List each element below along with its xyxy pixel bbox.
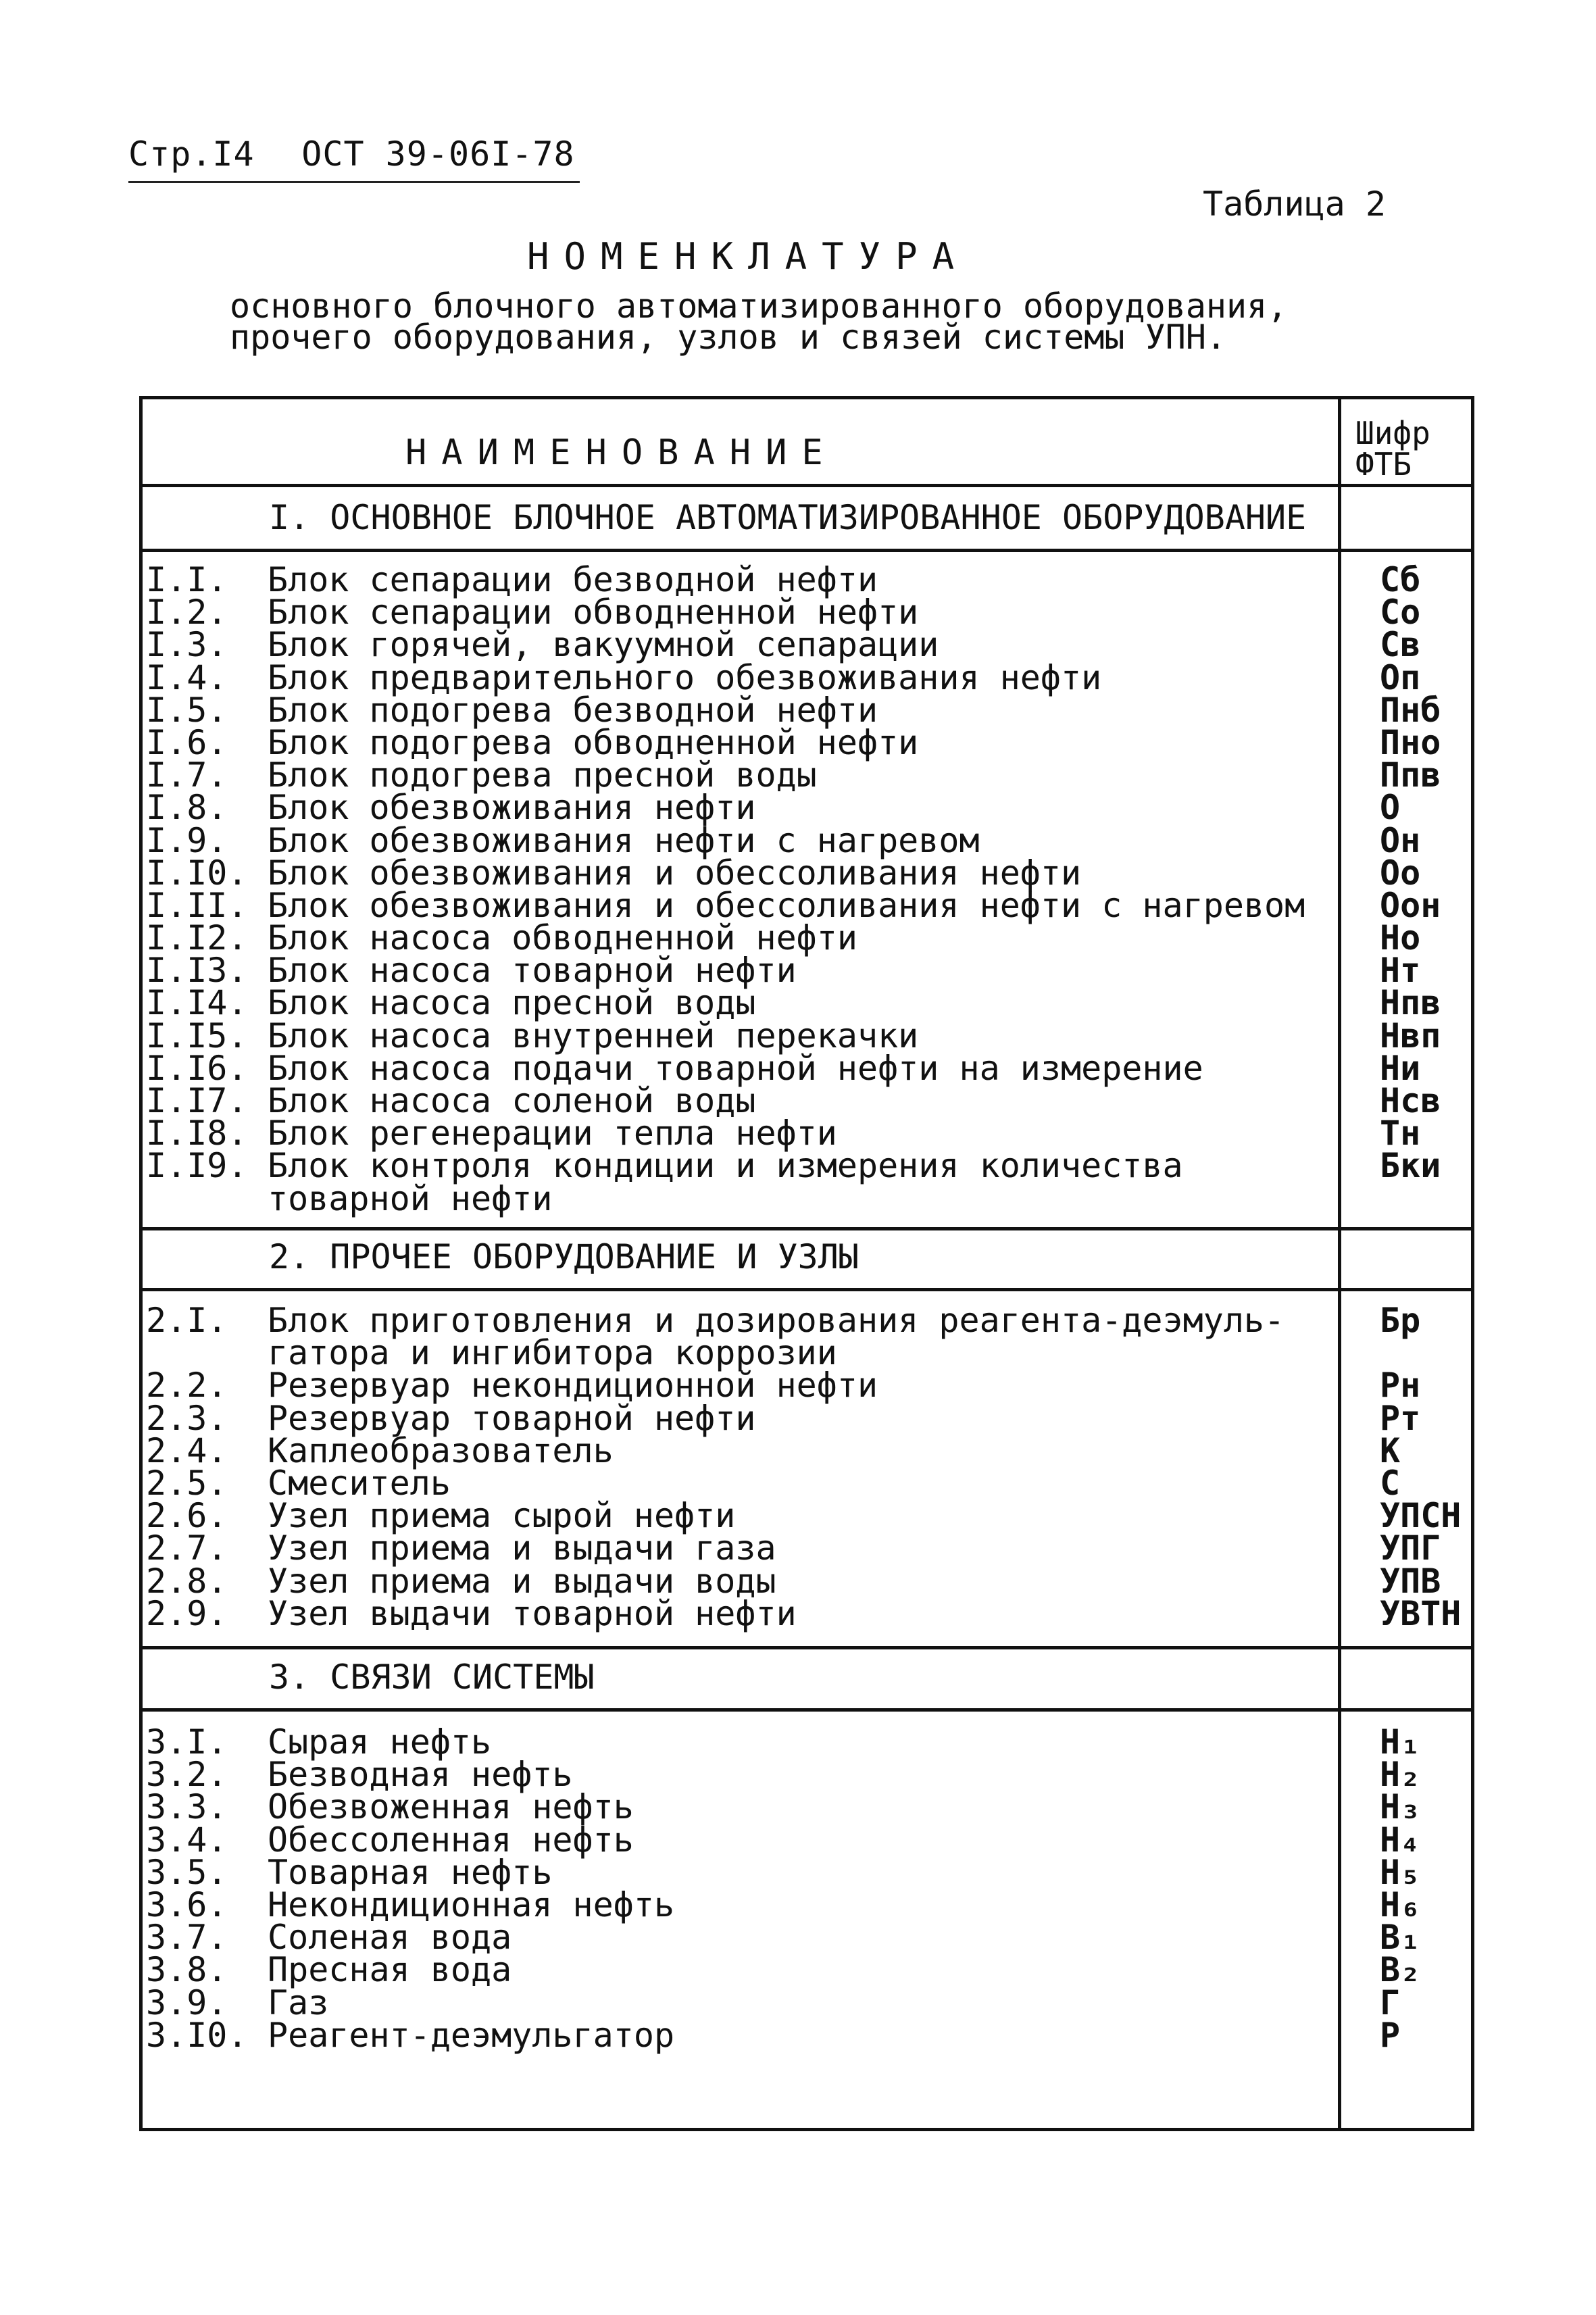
row-name: товарной нефти xyxy=(268,1178,553,1218)
row-number: 2.2. xyxy=(146,1366,228,1405)
table-row xyxy=(146,788,1477,828)
row-code: Он xyxy=(1380,820,1421,860)
row-number: I.I0. xyxy=(146,853,248,893)
row-code: Тн xyxy=(1380,1114,1421,1153)
row-name: Блок обезвоживания и обессоливания нефти xyxy=(268,853,1082,893)
row-number: I.6. xyxy=(146,722,228,762)
row-number: I.9. xyxy=(146,820,228,860)
column-header-cipher xyxy=(1355,415,1464,482)
row-name: Блок насоса пресной воды xyxy=(268,983,756,1023)
table-row xyxy=(146,1885,1477,1924)
row-number: I.I8. xyxy=(146,1114,248,1153)
row-code: К xyxy=(1380,1430,1401,1470)
section-title-2: 2. ПРОЧЕЕ ОБОРУДОВАНИЕ И УЗЛЫ xyxy=(269,1237,859,1276)
table-row xyxy=(146,2015,1477,2055)
table-row xyxy=(146,1593,1477,1633)
row-number: I.I7. xyxy=(146,1081,248,1120)
row-name: Блок насоса соленой воды xyxy=(268,1081,756,1120)
section-2-rows xyxy=(146,1301,1477,1633)
cipher-header-line2: ФТБ xyxy=(1355,446,1412,482)
row-number: I.2. xyxy=(146,593,228,632)
row-number: 2.5. xyxy=(146,1463,228,1503)
row-name: Смеситель xyxy=(268,1463,451,1503)
row-name: Узел приема и выдачи воды xyxy=(268,1561,776,1601)
row-number: I.I3. xyxy=(146,951,248,991)
row-name: Каплеобразователь xyxy=(268,1430,614,1470)
table-row xyxy=(146,1755,1477,1795)
row-number: I.I. xyxy=(146,560,228,599)
row-number: 2.9. xyxy=(146,1593,228,1633)
table-row xyxy=(146,1918,1477,1958)
row-code: Оп xyxy=(1380,657,1421,697)
table-row xyxy=(146,1081,1477,1120)
table-label: Таблица 2 xyxy=(1203,184,1386,224)
title-subtitle-line2: прочего оборудования, узлов и связей системы УПН. xyxy=(230,318,1227,357)
row-code: Бки xyxy=(1380,1146,1441,1186)
row-code: Нт xyxy=(1380,951,1421,991)
row-name: Блок горячей, вакуумной сепарации xyxy=(268,625,939,665)
row-number: 2.4. xyxy=(146,1430,228,1470)
standard-number: ОСТ 39-06I-78 xyxy=(301,134,575,174)
section2-title-divider xyxy=(139,1288,1474,1291)
table-row xyxy=(146,1561,1477,1601)
row-number: 3.6. xyxy=(146,1885,228,1924)
row-code: Сб xyxy=(1380,560,1421,599)
row-code: Н₄ xyxy=(1380,1820,1421,1860)
row-number: 3.I0. xyxy=(146,2015,248,2055)
row-number: 3.8. xyxy=(146,1950,228,1990)
row-code: Н₂ xyxy=(1380,1755,1421,1795)
row-code: Оон xyxy=(1380,885,1441,925)
row-name: Резервуар некондиционной нефти xyxy=(268,1366,878,1405)
row-code: УПСН xyxy=(1380,1496,1462,1536)
row-code: УВТН xyxy=(1380,1593,1462,1633)
row-name: Блок насоса обводненной нефти xyxy=(268,918,857,958)
row-name: Реагент-деэмульгатор xyxy=(268,2015,675,2055)
row-code: Нпв xyxy=(1380,983,1441,1023)
row-number: I.I9. xyxy=(146,1146,248,1186)
row-name: Газ xyxy=(268,1983,329,2022)
row-code: Пно xyxy=(1380,722,1441,762)
row-code: В₂ xyxy=(1380,1950,1421,1990)
row-number: I.I6. xyxy=(146,1048,248,1088)
row-code: УПГ xyxy=(1380,1528,1441,1568)
row-number: I.I4. xyxy=(146,983,248,1023)
header-underline xyxy=(128,181,580,183)
row-number: I.8. xyxy=(146,788,228,828)
row-name: Резервуар товарной нефти xyxy=(268,1398,756,1438)
row-name: Блок насоса внутренней перекачки xyxy=(268,1016,919,1055)
section3-title-divider xyxy=(139,1708,1474,1712)
table-row xyxy=(146,1528,1477,1568)
row-code: Н₃ xyxy=(1380,1787,1421,1827)
table-row xyxy=(146,1787,1477,1827)
cipher-header-line1: Шифр xyxy=(1355,415,1430,451)
row-number: 3.4. xyxy=(146,1820,228,1860)
table-row xyxy=(146,1333,1477,1373)
table-row xyxy=(146,853,1477,893)
row-code: Пнб xyxy=(1380,690,1441,730)
row-name: гатора и ингибитора коррозии xyxy=(268,1333,837,1373)
row-name: Блок подогрева безводной нефти xyxy=(268,690,878,730)
table-row xyxy=(146,625,1477,665)
row-code: Рн xyxy=(1380,1366,1421,1405)
section1-title-divider xyxy=(139,549,1474,552)
section-3-rows xyxy=(146,1722,1477,2055)
table-row xyxy=(146,1114,1477,1153)
table-row xyxy=(146,820,1477,860)
table-row xyxy=(146,983,1477,1023)
row-code: Бр xyxy=(1380,1301,1421,1340)
section-title-1: I. ОСНОВНОЕ БЛОЧНОЕ АВТОМАТИЗИРОВАННОЕ ОБОРУДОВАНИЕ xyxy=(269,498,1307,537)
row-code: Св xyxy=(1380,625,1421,665)
table-row xyxy=(146,951,1477,991)
row-code: Оо xyxy=(1380,853,1421,893)
row-number: 2.8. xyxy=(146,1561,228,1601)
row-number: I.5. xyxy=(146,690,228,730)
row-code: Рт xyxy=(1380,1398,1421,1438)
row-number: 3.I. xyxy=(146,1722,228,1762)
row-number: I.I2. xyxy=(146,918,248,958)
table-row xyxy=(146,1146,1477,1186)
table-row xyxy=(146,1820,1477,1860)
table-row xyxy=(146,1016,1477,1055)
row-name: Блок приготовления и дозирования реагента-деэмуль- xyxy=(268,1301,1285,1340)
table-row xyxy=(146,722,1477,762)
row-name: Обезвоженная нефть xyxy=(268,1787,634,1827)
table-row xyxy=(146,1852,1477,1892)
row-name: Узел приема и выдачи газа xyxy=(268,1528,776,1568)
row-number: 3.7. xyxy=(146,1918,228,1958)
row-number: 2.7. xyxy=(146,1528,228,1568)
column-header-name: НАИМЕНОВАНИЕ xyxy=(405,432,838,473)
row-code: Ни xyxy=(1380,1048,1421,1088)
row-code: Р xyxy=(1380,2015,1401,2055)
title-main: НОМЕНКЛАТУРА xyxy=(527,235,970,278)
row-name: Узел выдачи товарной нефти xyxy=(268,1593,797,1633)
table-row xyxy=(146,1983,1477,2022)
table-row xyxy=(146,657,1477,697)
section2-end-divider xyxy=(139,1646,1474,1649)
table-row xyxy=(146,1496,1477,1536)
row-code: Н₆ xyxy=(1380,1885,1421,1924)
header-row-divider xyxy=(139,484,1474,487)
table-row xyxy=(146,1722,1477,1762)
page-header xyxy=(128,134,580,174)
table-row xyxy=(146,690,1477,730)
row-number: 2.6. xyxy=(146,1496,228,1536)
row-number: 3.5. xyxy=(146,1852,228,1892)
row-name: Блок обезвоживания нефти xyxy=(268,788,756,828)
row-name: Блок подогрева пресной воды xyxy=(268,755,817,795)
table-row xyxy=(146,1048,1477,1088)
row-code: Но xyxy=(1380,918,1421,958)
table-row xyxy=(146,1178,1477,1218)
section1-end-divider xyxy=(139,1227,1474,1230)
row-name: Пресная вода xyxy=(268,1950,512,1990)
row-code: Н₁ xyxy=(1380,1722,1421,1762)
row-name: Узел приема сырой нефти xyxy=(268,1496,736,1536)
row-name: Блок обезвоживания нефти с нагревом xyxy=(268,820,980,860)
row-code: С xyxy=(1380,1463,1401,1503)
row-name: Товарная нефть xyxy=(268,1852,553,1892)
row-number: 2.I. xyxy=(146,1301,228,1340)
row-code: Со xyxy=(1380,593,1421,632)
row-code: Г xyxy=(1380,1983,1401,2022)
row-name: Блок обезвоживания и обессоливания нефти с нагревом xyxy=(268,885,1305,925)
row-number: I.7. xyxy=(146,755,228,795)
page-number: Стр.I4 xyxy=(128,134,255,174)
row-code: В₁ xyxy=(1380,1918,1421,1958)
row-code: Н₅ xyxy=(1380,1852,1421,1892)
row-code: УПВ xyxy=(1380,1561,1441,1601)
row-name: Блок сепарации безводной нефти xyxy=(268,560,878,599)
table-row xyxy=(146,918,1477,958)
row-name: Блок предварительного обезвоживания нефти xyxy=(268,657,1102,697)
table-row xyxy=(146,1463,1477,1503)
row-number: 2.3. xyxy=(146,1398,228,1438)
table-row xyxy=(146,1950,1477,1990)
table-row xyxy=(146,1301,1477,1340)
row-name: Блок контроля кондиции и измерения количества xyxy=(268,1146,1183,1186)
row-code: Нвп xyxy=(1380,1016,1441,1055)
row-name: Сырая нефть xyxy=(268,1722,492,1762)
table-row xyxy=(146,1430,1477,1470)
table-row xyxy=(146,593,1477,632)
row-number: I.I5. xyxy=(146,1016,248,1055)
table-row xyxy=(146,755,1477,795)
row-code: Нсв xyxy=(1380,1081,1441,1120)
row-number: I.3. xyxy=(146,625,228,665)
row-code: О xyxy=(1380,788,1401,828)
row-name: Блок сепарации обводненной нефти xyxy=(268,593,919,632)
title-subtitle-line1: основного блочного автоматизированного оборудования, xyxy=(230,287,1288,326)
row-number: 3.3. xyxy=(146,1787,228,1827)
row-name: Блок насоса подачи товарной нефти на измерение xyxy=(268,1048,1203,1088)
row-number: I.II. xyxy=(146,885,248,925)
table-row xyxy=(146,560,1477,599)
table-row xyxy=(146,1366,1477,1405)
section-1-rows xyxy=(146,560,1477,1218)
row-number: I.4. xyxy=(146,657,228,697)
row-name: Обессоленная нефть xyxy=(268,1820,634,1860)
row-name: Соленая вода xyxy=(268,1918,512,1958)
row-name: Безводная нефть xyxy=(268,1755,573,1795)
section-title-3: 3. СВЯЗИ СИСТЕМЫ xyxy=(269,1658,595,1697)
row-name: Некондиционная нефть xyxy=(268,1885,675,1924)
row-number: 3.2. xyxy=(146,1755,228,1795)
row-number: 3.9. xyxy=(146,1983,228,2022)
row-name: Блок регенерации тепла нефти xyxy=(268,1114,837,1153)
table-row xyxy=(146,885,1477,925)
row-name: Блок подогрева обводненной нефти xyxy=(268,722,919,762)
row-code: Ппв xyxy=(1380,755,1441,795)
table-row xyxy=(146,1398,1477,1438)
row-name: Блок насоса товарной нефти xyxy=(268,951,797,991)
